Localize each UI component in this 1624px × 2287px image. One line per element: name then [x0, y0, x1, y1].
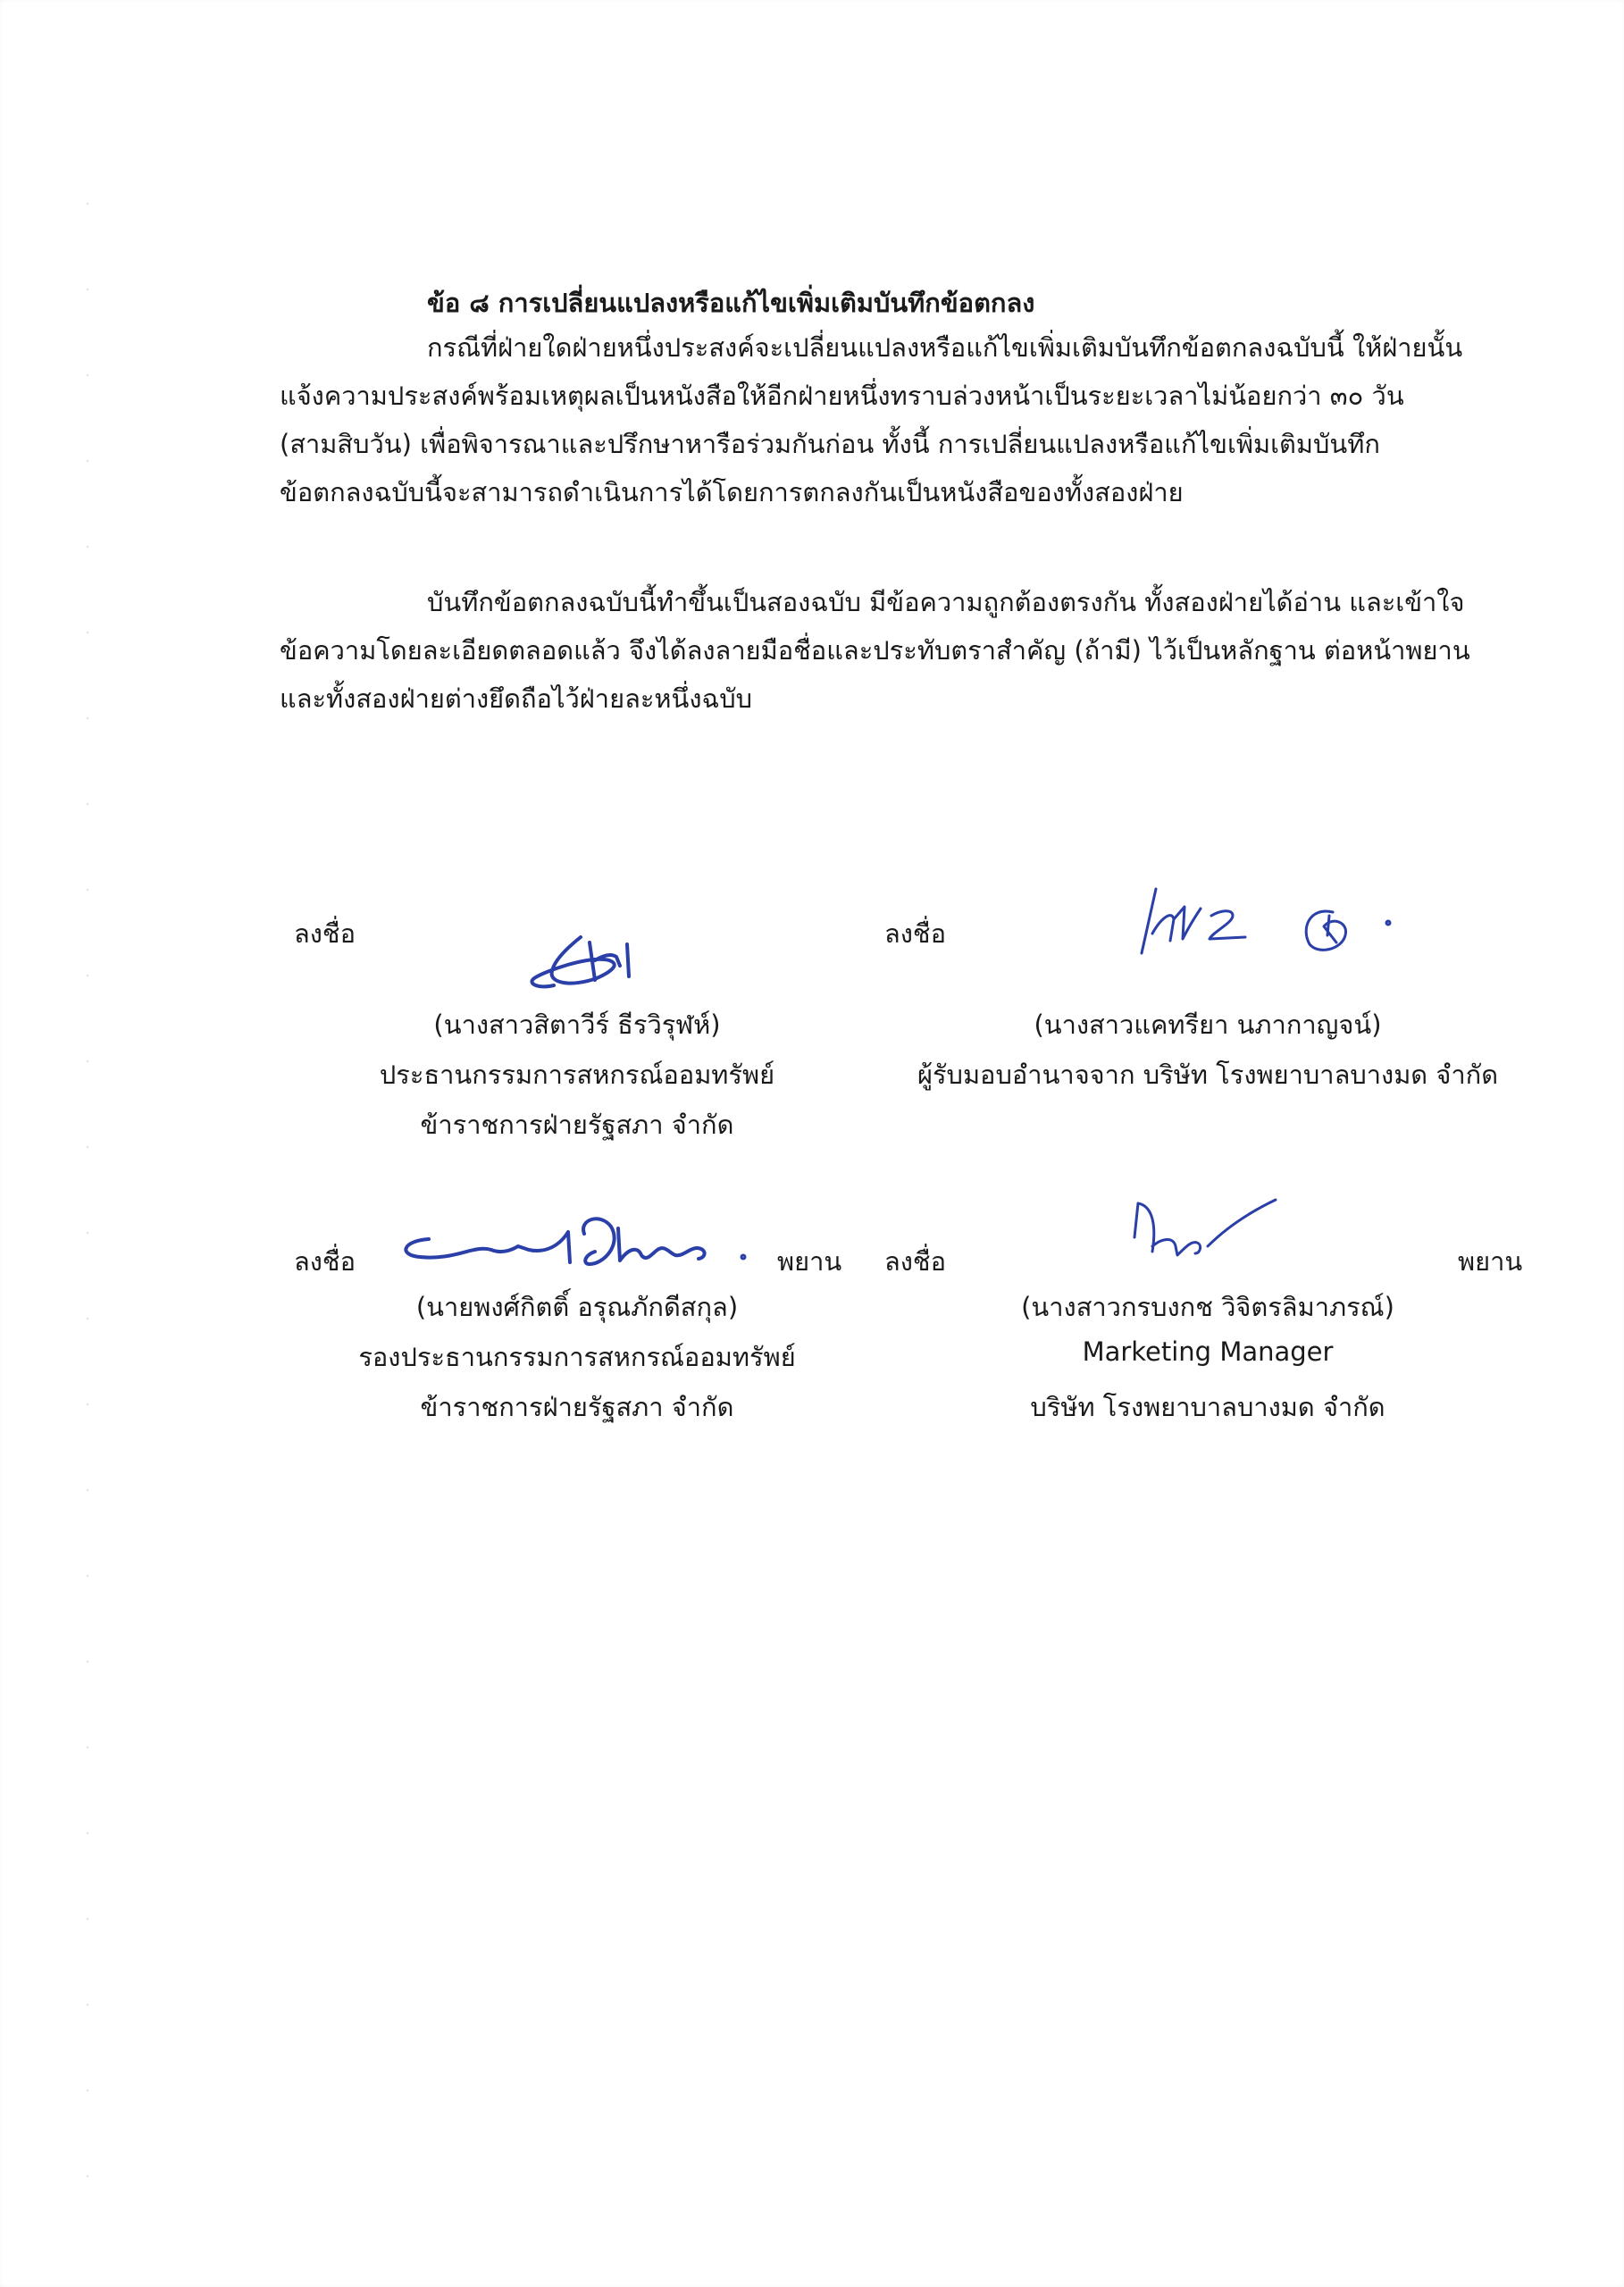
party-left-organization: ข้าราชการฝ่ายรัฐสภา จำกัด — [420, 1110, 734, 1140]
paragraph-line: ข้อตกลงฉบับนี้จะสามารถดำเนินการได้โดยการตกลงกันเป็นหนังสือของทั้งสองฝ่าย — [280, 477, 1184, 507]
witness-right-role: Marketing Manager — [1082, 1336, 1334, 1367]
party-right-role: ผู้รับมอบอำนาจจาก บริษัท โรงพยาบาลบางมด จำกัด — [917, 1060, 1499, 1090]
clause-paragraph — [280, 323, 1468, 516]
witness-right-name: (นางสาวกรบงกช วิจิตรลิมาภรณ์) — [1021, 1292, 1394, 1322]
sign-label: ลงชื่อ — [884, 918, 947, 949]
witness-right-organization: บริษัท โรงพยาบาลบางมด จำกัด — [1030, 1392, 1385, 1422]
paragraph-line: กรณีที่ฝ่ายใดฝ่ายหนึ่งประสงค์จะเปลี่ยนแปลงหรือแก้ไขเพิ่มเติมบันทึกข้อตกลงฉบับนี้ ให้ฝ่ายนั้น — [427, 332, 1463, 363]
party-left-role: ประธานกรรมการสหกรณ์ออมทรัพย์ — [379, 1060, 775, 1090]
signature-party-left — [527, 925, 652, 996]
party-right-name: (นางสาวแคทรียา นภากาญจน์) — [1034, 1009, 1382, 1040]
signature-witness-left — [393, 1202, 759, 1282]
signature-witness-right — [1126, 1193, 1286, 1273]
witness-left-name: (นายพงศ์กิตติ์ อรุณภักดีสกุล) — [415, 1292, 739, 1322]
sign-label: ลงชื่อ — [884, 1246, 947, 1277]
sign-label: ลงชื่อ — [294, 918, 356, 949]
signature-party-right — [1134, 880, 1402, 969]
paragraph-line: แจ้งความประสงค์พร้อมเหตุผลเป็นหนังสือให้อีกฝ่ายหนึ่งทราบล่วงหน้าเป็นระยะเวลาไม่น้อยกว่า ๓๐ วัน — [280, 381, 1404, 411]
sign-label: ลงชื่อ — [294, 1246, 356, 1277]
paragraph-line: และทั้งสองฝ่ายต่างยึดถือไว้ฝ่ายละหนึ่งฉบับ — [280, 683, 753, 714]
witness-label: พยาน — [1458, 1246, 1523, 1277]
witness-label: พยาน — [777, 1246, 842, 1277]
clause-title: ข้อ ๘ การเปลี่ยนแปลงหรือแก้ไขเพิ่มเติมบันทึกข้อตกลง — [427, 288, 1035, 318]
scan-margin-marks — [86, 161, 89, 2216]
paragraph-line: บันทึกข้อตกลงฉบับนี้ทำขึ้นเป็นสองฉบับ มีข้อความถูกต้องตรงกัน ทั้งสองฝ่ายได้อ่าน และเข้าใจ — [427, 587, 1465, 617]
witness-left-role: รองประธานกรรมการสหกรณ์ออมทรัพย์ — [358, 1342, 796, 1372]
paragraph-line: (สามสิบวัน) เพื่อพิจารณาและปรึกษาหารือร่วมกันก่อน ทั้งนี้ การเปลี่ยนแปลงหรือแก้ไขเพิ่มเติมบันทึก — [280, 429, 1380, 459]
party-left-name: (นางสาวสิตาวีร์ ธีรวิรุฬห์) — [433, 1009, 721, 1040]
closing-paragraph — [280, 578, 1468, 723]
witness-left-organization: ข้าราชการฝ่ายรัฐสภา จำกัด — [420, 1392, 734, 1422]
paragraph-line: ข้อความโดยละเอียดตลอดแล้ว จึงได้ลงลายมือชื่อและประทับตราสำคัญ (ถ้ามี) ไว้เป็นหลักฐาน ต่อหน้าพยาน — [280, 635, 1470, 666]
